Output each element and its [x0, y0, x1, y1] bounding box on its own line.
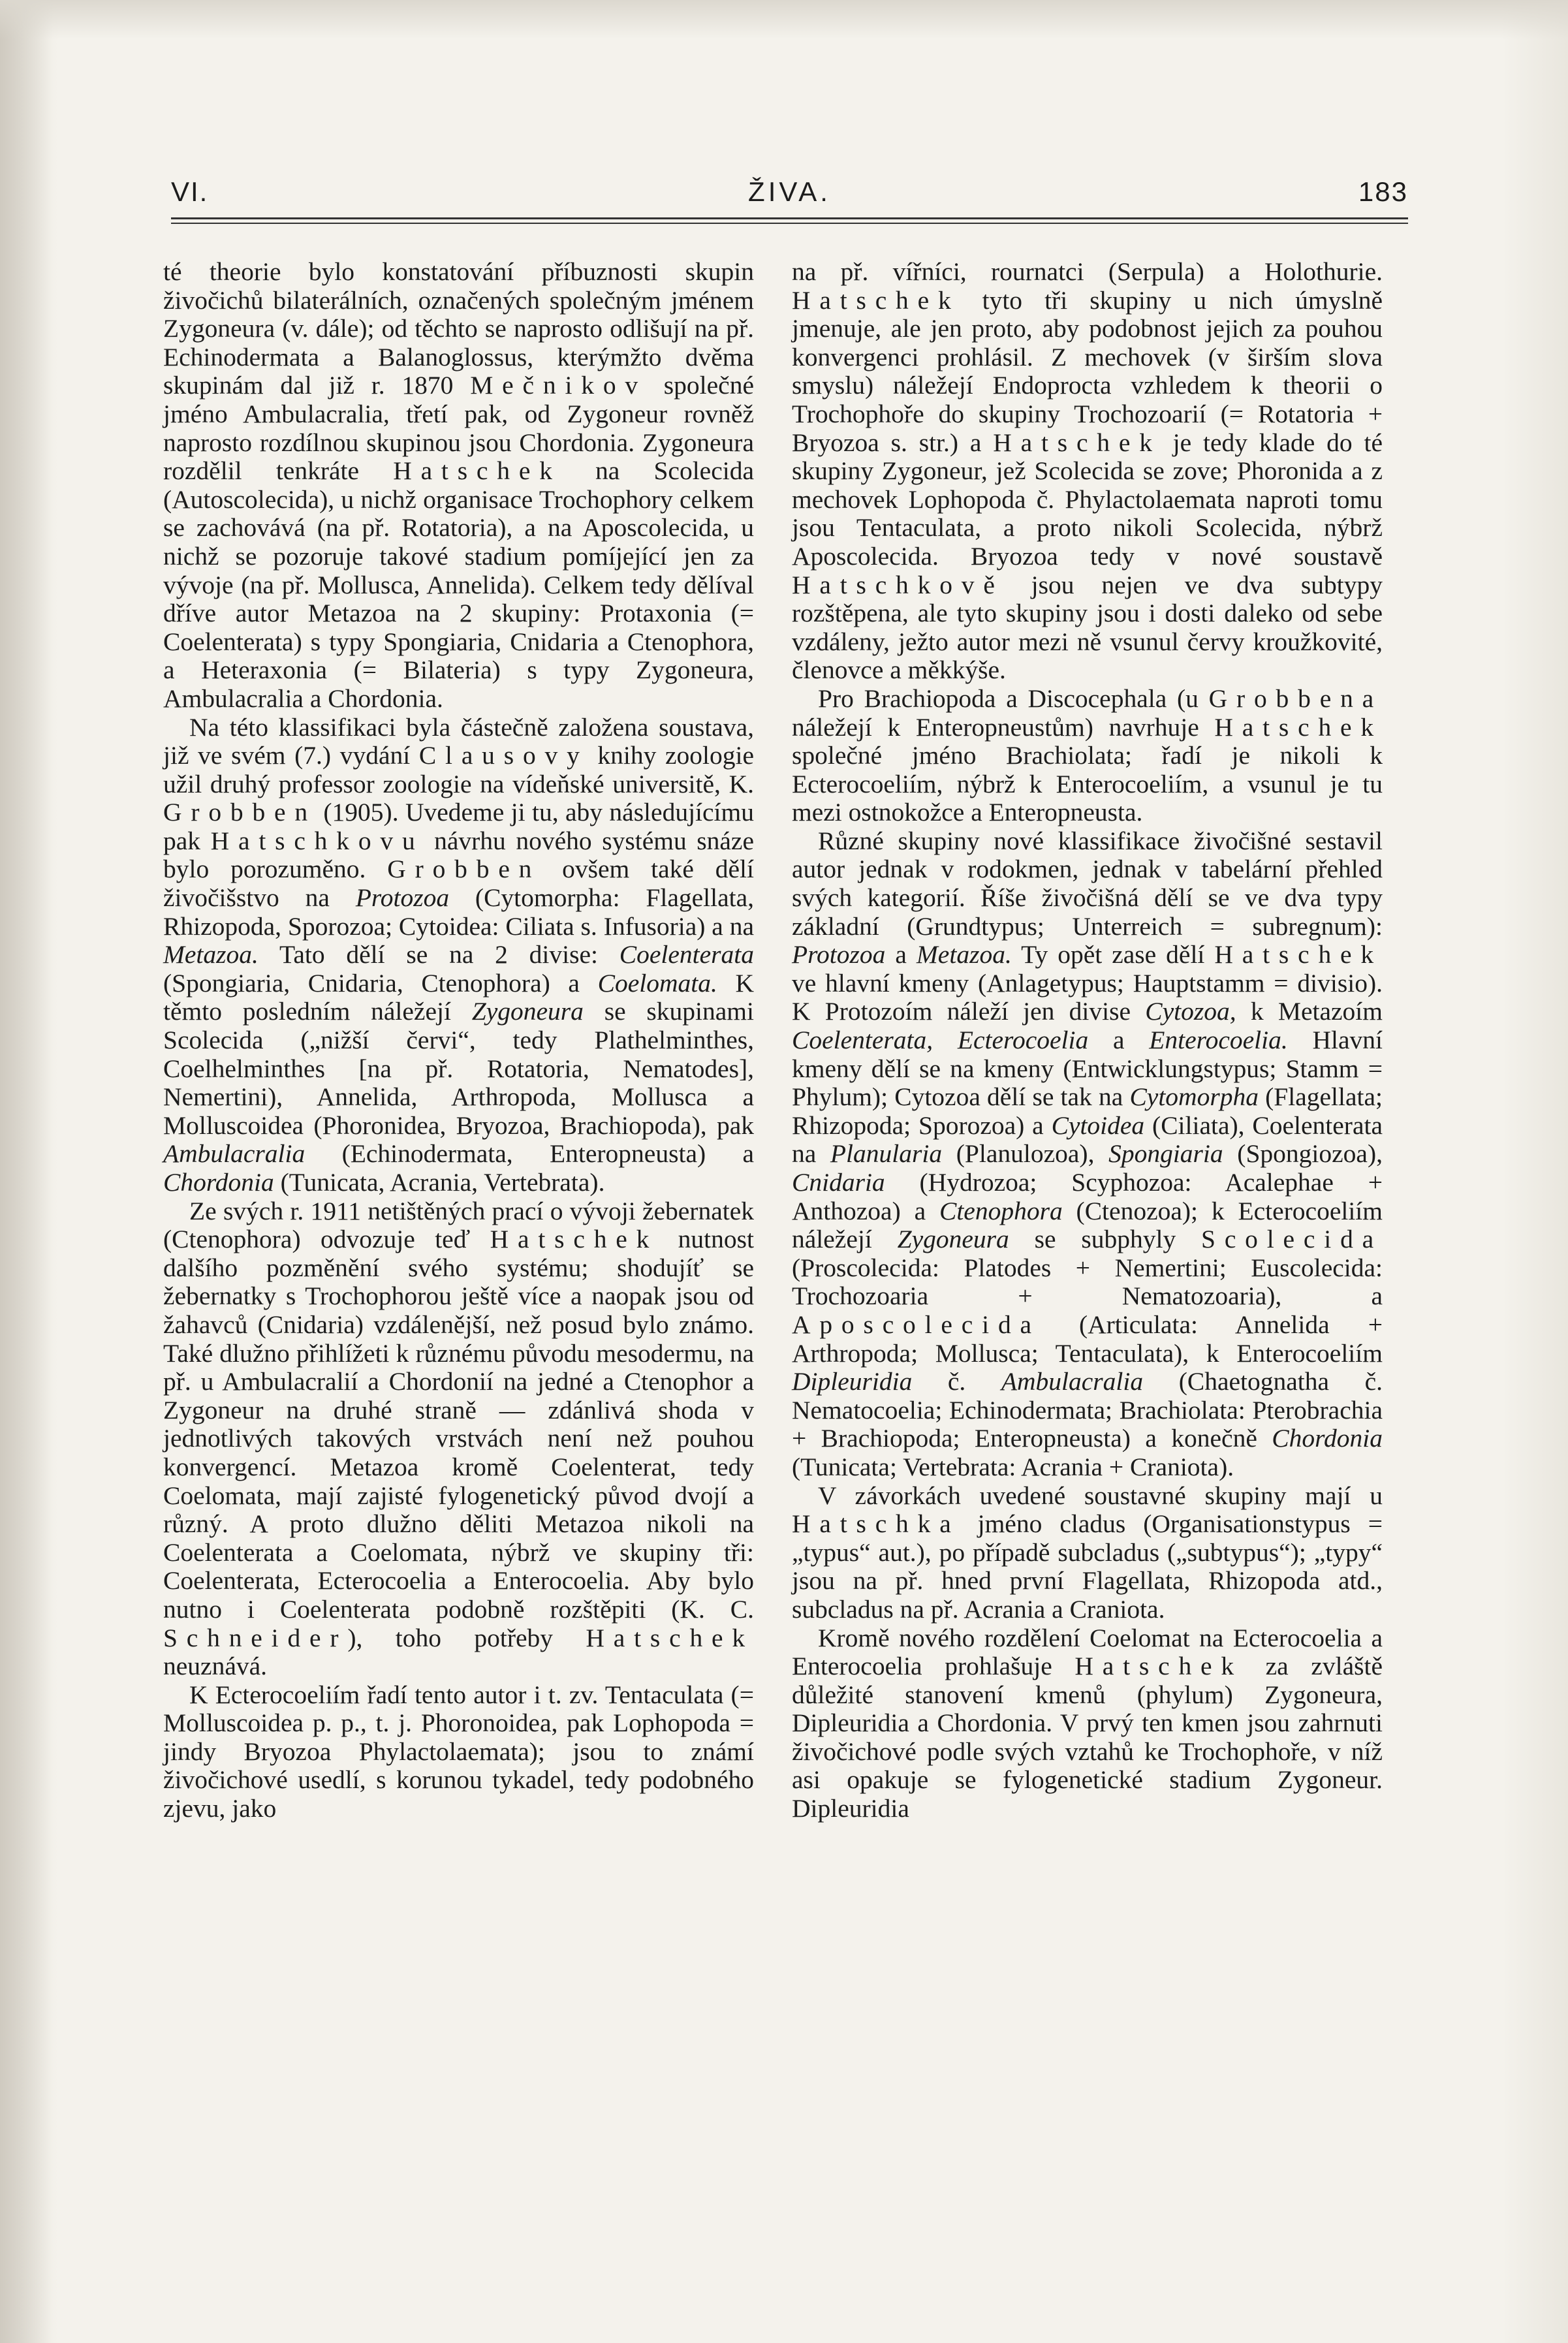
- paragraph: Pro Brachiopoda a Discocephala (u Grobbena náležejí k Enteropneustům) navrhuje Hatschek společné jméno Brachiolata; řadí je nikoli k Ecterocoeliím, nýbrž k Enterocoeliím, a vsunul je tu mezi ostnokožce a Enteropneusta.: [792, 684, 1383, 827]
- page-number: 183: [1358, 176, 1408, 207]
- author-name: Hatschka: [792, 1509, 960, 1539]
- scan-shadow-left: [0, 0, 52, 2343]
- author-name: Hatschek: [586, 1623, 754, 1652]
- volume-number: VI.: [171, 176, 209, 207]
- author-name: Hatschek: [490, 1225, 659, 1254]
- author-name: Grobben: [387, 855, 541, 884]
- paragraph: Ze svých r. 1911 netištěných prací o vývoji žebernatek (Ctenophora) odvozuje teď Hatschek nutnost dalšího pozměnění svého systému; shodujíť se žebernatky s Trochophorou ještě více a naopak jsou od žahavců (Cnidaria) vzdálenější, než posud bylo známo. Také dlužno přihlížeti k různému původu mesodermu, na př. u Ambulacralií a Chordonií na jedné a Ctenophor a Zygoneur na druhé straně — zdánlivá shoda v jednotlivých takových vrstvách není než pouhou konvergencí. Metazoa kromě Coelenterat, tedy Coelomata, mají zajisté fylogenetický původ dvojí a různý. A proto dlužno děliti Metazoa nikoli na Coelenterata a Coelomata, nýbrž ve skupiny tři: Coelenterata, Ecterocoelia a Enterocoelia. Aby bylo nutno i Coelenterata podobně rozštěpiti (K. C. Schneider), toho potřeby Hatschek neuznává.: [163, 1196, 754, 1681]
- author-name: Hatschek: [1214, 712, 1383, 742]
- paragraph: na př. vířníci, rournatci (Serpula) a Holothurie. Hatschek tyto tři skupiny u nich úmyslně jmenuje, ale jen proto, aby podobnost jejich za pouhou konvergenci prohlásil. Z mechovek (v širším slova smyslu) náležejí Endoprocta vzhledem k theorii o Trochophoře do skupiny Trochozoarií (= Rotatoria + Bryozoa s. str.) a Hatschek je tedy klade do té skupiny Zygoneur, jež Scolecida se zove; Phoronida a z mechovek Lophopoda č. Phylactolaemata naproti tomu jsou Tentaculata, a proto nikoli Scolecida, nýbrž Aposcolecida. Bryozoa tedy v nové soustavě Hatschkově jsou nejen ve dva subtypy rozštěpena, ale tyto skupiny jsou i dosti daleko od sebe vzdáleny, ježto autor mezi ně vsunul červy kroužkovité, členovce a měkkýše.: [792, 257, 1383, 685]
- header-rule-top: [171, 217, 1408, 219]
- author-name: Grobben: [163, 798, 317, 827]
- paragraph: V závorkách uvedené soustavné skupiny mají u Hatschka jméno cladus (Organisationstypus = „typus“ aut.), po případě subcladus („subtypus“); „typy“ jsou na př. hned první Flagellata, Rhizopoda atd., subcladus na př. Acrania a Craniota.: [792, 1481, 1383, 1624]
- author-name: Clausovy: [418, 741, 589, 770]
- author-name: Hatschkově: [792, 570, 1004, 599]
- author-name: Hatschek: [1214, 940, 1383, 969]
- paragraph: K Ecterocoeliím řadí tento autor i t. zv. Tentaculata (= Molluscoidea p. p., t. j. Phoronoidea, pak Lophopoda = jindy Bryozoa Phylactolaemata); jsou to známí živočichové usedlí, s korunou tykadel, tedy podobného zjevu, jako: [163, 1680, 754, 1823]
- author-name: Hatschek: [393, 456, 561, 486]
- running-header: [171, 176, 1408, 215]
- paragraph: Různé skupiny nové klassifikace živočišné sestavil autor jednak v rodokmen, jednak v tabelární přehled svých kategorií. Říše živočišná dělí se ve dva typy základní (Grundtypus; Unterreich = subregnum): Protozoa a Metazoa. Ty opět zase dělí Hatschek ve hlavní kmeny (Anlagetypus; Hauptstamm = divisio). K Protozoím náleží jen divise Cytozoa, k Metazoím Coelenterata, Ecterocoelia a Enterocoelia. Hlavní kmeny dělí se na kmeny (Entwicklungstypus; Stamm = Phylum); Cytozoa dělí se tak na Cytomorpha (Flagellata; Rhizopoda; Sporozoa) a Cytoidea (Ciliata), Coelenterata na Planularia (Planulozoa), Spongiaria (Spongiozoa), Cnidaria (Hydrozoa; Scyphozoa: Acalephae + Anthozoa) a Ctenophora (Ctenozoa); k Ecterocoeliím náležejí Zygoneura se subphyly Scolecida (Proscolecida: Platodes + Nemertini; Euscolecida: Trochozoaria + Nematozoaria), a Aposcolecida (Articulata: Annelida + Arthropoda; Mollusca; Tentaculata), k Enterocoeliím Dipleuridia č. Ambulacralia (Chaetognatha č. Nematocoelia; Echinodermata; Brachiolata: Pterobrachia + Brachiopoda; Enteropneusta) a konečně Chordonia (Tunicata; Vertebrata: Acrania + Craniota).: [792, 826, 1383, 1481]
- author-name: Hatschek: [792, 285, 960, 315]
- left-column: [163, 258, 754, 2282]
- paragraph: té theorie bylo konstatování příbuznosti skupin živočichů bilaterálních, označených společným jménem Zygoneura (v. dále); od těchto se naprosto odlišují na př. Echinodermata a Balanoglossus, kterýmžto dvěma skupinám dal již r. 1870 Mečnikov společné jméno Ambulacralia, třetí pak, od Zygoneur rovněž naprosto rozdílnou skupinou jsou Chordonia. Zygoneura rozdělil tenkráte Hatschek na Scolecida (Autoscolecida), u nichž organisace Trochophory celkem se zachovává (na př. Rotatoria), a na Aposcolecida, u nichž se pozoruje takové stadium pomíjející jen za vývoje (na př. Mollusca, Annelida). Celkem tedy dělíval dříve autor Metazoa na 2 skupiny: Protaxonia (= Coelenterata) s typy Spongiaria, Cnidaria a Ctenophora, a Heteraxonia (= Bilateria) s typy Zygoneura, Ambulacralia a Chordonia.: [163, 257, 754, 713]
- author-name: Schneider: [163, 1623, 348, 1652]
- header-rule-bottom: [171, 223, 1408, 224]
- journal-title: ŽIVA.: [748, 176, 831, 207]
- scan-shadow-top: [0, 0, 1568, 39]
- paragraph: Kromě nového rozdělení Coelomat na Ecterocoelia a Enterocoelia prohlašuje Hatschek za zvláště důležité stanovení kmenů (phylum) Zygoneura, Dipleuridia a Chordonia. V prvý ten kmen jsou zahrnuti živočichové podle svých vztahů ke Trochophoře, v níž asi opakuje se fylogenetické stadium Zygoneur. Dipleuridia: [792, 1623, 1383, 1823]
- author-name: Mečnikov: [470, 371, 647, 400]
- author-name: Hatschek: [993, 428, 1161, 457]
- author-name: Hatschek: [1074, 1652, 1243, 1681]
- paragraph: Na této klassifikaci byla částečně založena soustava, již ve svém (7.) vydání Clausovy knihy zoologie užil druhý professor zoologie na vídeňské universitě, K. Grobben (1905). Uvedeme ji tu, aby následujícímu pak Hatschkovu návrhu nového systému snáze bylo porozuměno. Grobben ovšem také dělí živočišstvo na Protozoa (Cytomorpha: Flagellata, Rhizopoda, Sporozoa; Cytoidea: Ciliata s. Infusoria) a na Metazoa. Tato dělí se na 2 divise: Coelenterata (Spongiaria, Cnidaria, Ctenophora) a Coelomata. K těmto posledním náležejí Zygoneura se skupinami Scolecida („nižší červi“, tedy Plathelminthes, Coelhelminthes [na př. Rotatoria, Nematodes], Nemertini), Annelida, Arthropoda, Mollusca a Molluscoidea (Phoronidea, Bryozoa, Brachiopoda), pak Ambulacralia (Echinodermata, Enteropneusta) a Chordonia (Tunicata, Acrania, Vertebrata).: [163, 712, 755, 1197]
- author-name: Grobbena: [1208, 684, 1383, 713]
- right-column: [792, 258, 1383, 2282]
- author-name: Hatschkovu: [210, 826, 424, 855]
